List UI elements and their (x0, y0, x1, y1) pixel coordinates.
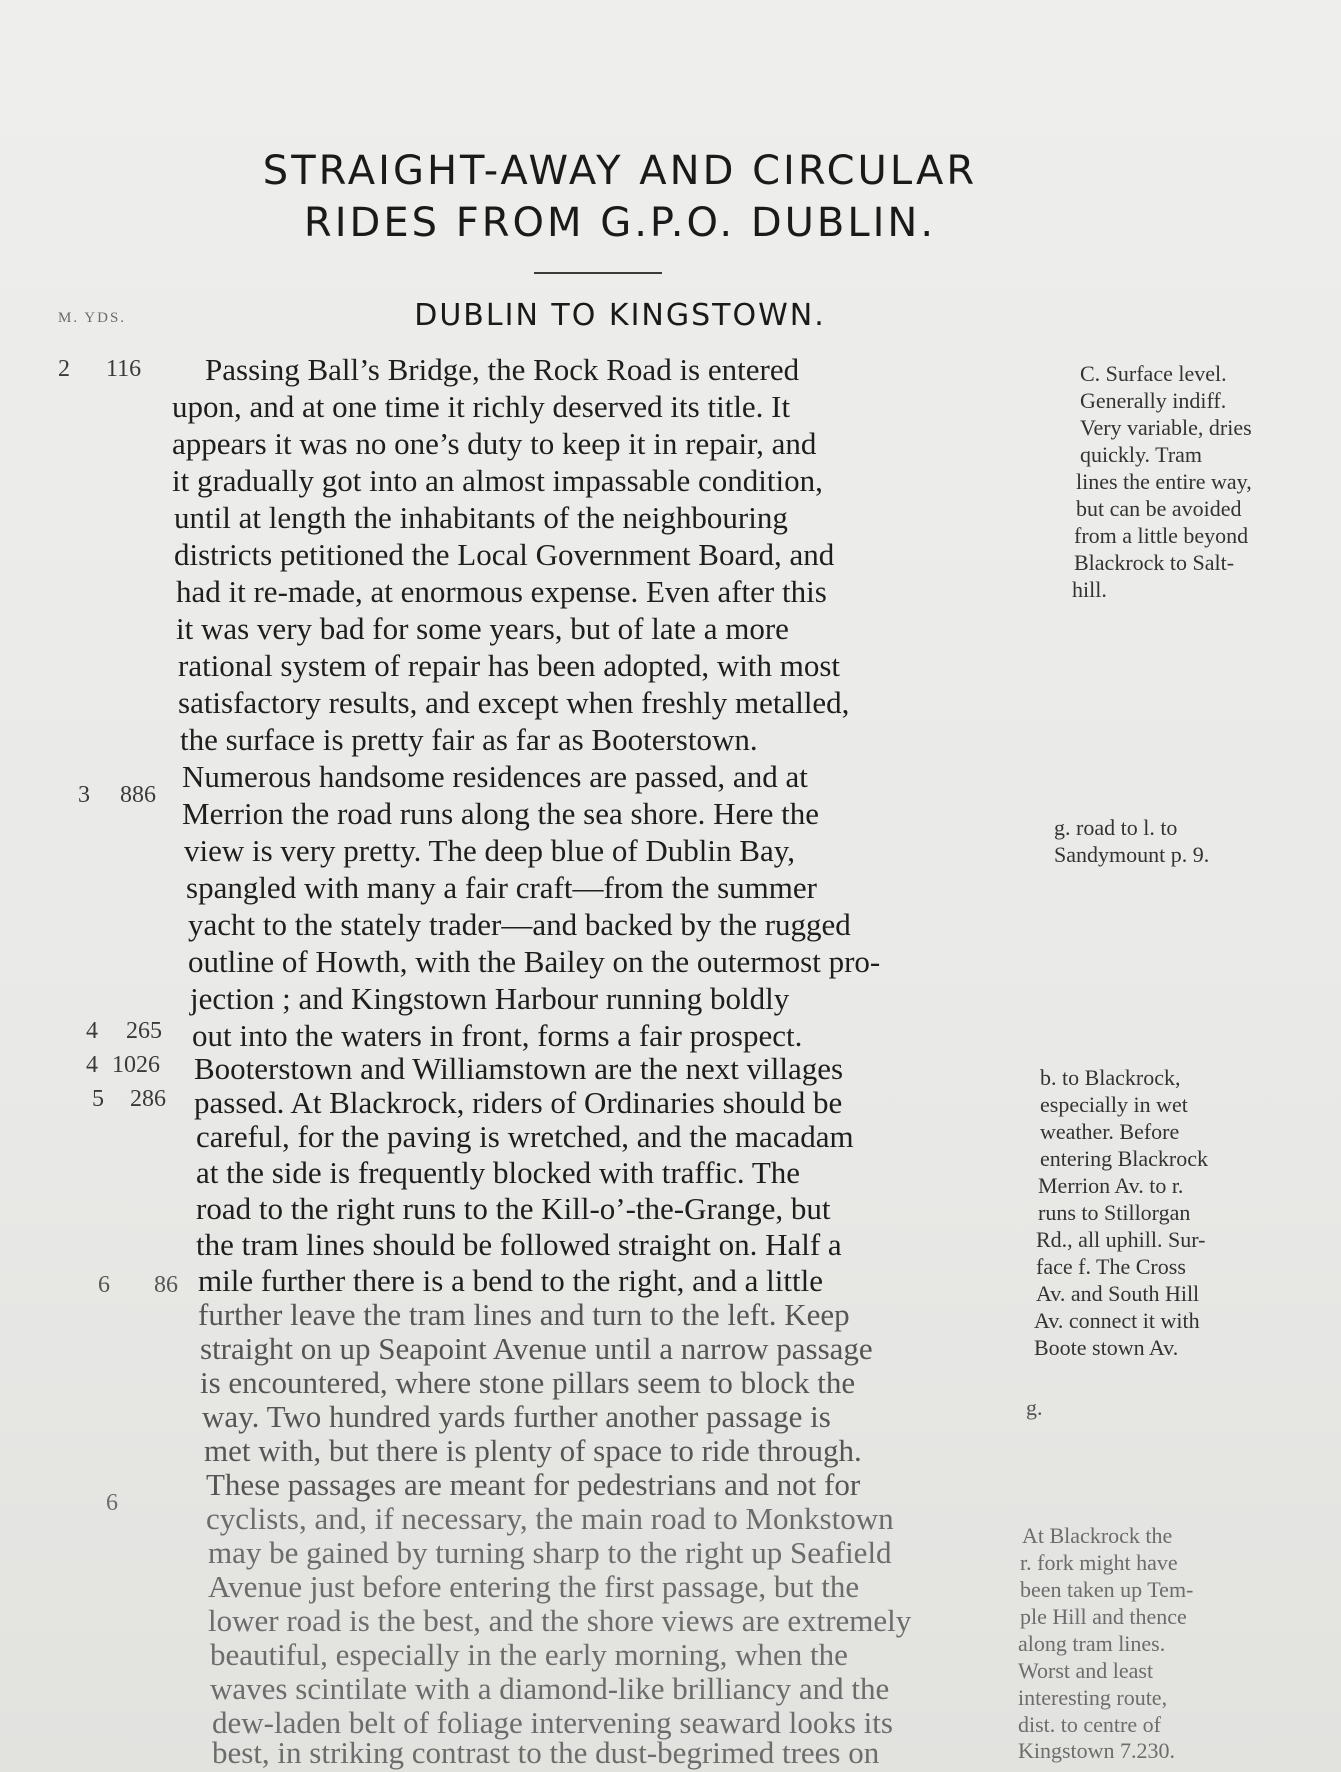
text-line: yacht to the stately trader—and backed by the rugged (188, 907, 851, 942)
side-note-line: Av. and South Hill (1036, 1281, 1200, 1306)
page-title-line-2: RIDES FROM G.P.O. DUBLIN. (303, 200, 937, 246)
side-note-line: especially in wet (1040, 1092, 1188, 1117)
side-note-line: hill. (1072, 577, 1107, 602)
text-line: met with, but there is plenty of space to ride through. (204, 1433, 862, 1468)
text-line: had it re-made, at enormous expense. Even after this (176, 574, 827, 609)
text-line: straight on up Seapoint Avenue until a narrow passage (200, 1331, 873, 1366)
text-line: rational system of repair has been adopted, with most (178, 648, 841, 683)
text-line: out into the waters in front, forms a fair prospect. (192, 1018, 803, 1053)
text-line: upon, and at one time it richly deserved its title. It (172, 389, 791, 424)
text-line: Booterstown and Williamstown are the next villages (194, 1051, 844, 1086)
text-line: view is very pretty. The deep blue of Dublin Bay, (184, 833, 795, 868)
side-note-line: r. fork might have (1020, 1550, 1178, 1575)
title-divider (534, 272, 662, 274)
side-note-line: but can be avoided (1076, 496, 1242, 521)
text-line: These passages are meant for pedestrians and not for (206, 1467, 861, 1502)
side-note-line: g. road to l. to (1054, 815, 1178, 840)
text-line: cyclists, and, if necessary, the main road to Monkstown (206, 1501, 894, 1536)
side-note-line: g. (1026, 1395, 1043, 1420)
text-line: careful, for the paving is wretched, and the macadam (196, 1119, 854, 1154)
side-note-line: lines the entire way, (1076, 469, 1252, 494)
side-note-line: Merrion Av. to r. (1038, 1173, 1184, 1198)
text-line: districts petitioned the Local Government Board, and (174, 537, 835, 572)
text-line: the surface is pretty fair as far as Booterstown. (180, 722, 758, 757)
side-note-line: dist. to centre of (1018, 1712, 1161, 1737)
mileage-yards: 86 (154, 1272, 178, 1298)
mileage-miles: 6 (98, 1272, 110, 1298)
side-note-line: entering Blackrock (1040, 1146, 1208, 1171)
side-note-line: Boote stown Av. (1034, 1335, 1179, 1360)
mileage-miles: 2 (58, 356, 70, 382)
text-line: Numerous handsome residences are passed, and at (182, 759, 808, 794)
page-title-line-1: STRAIGHT-AWAY AND CIRCULAR (262, 148, 978, 194)
side-note-line: quickly. Tram (1080, 442, 1203, 467)
text-line: is encountered, where stone pillars seem to block the (200, 1365, 856, 1400)
side-note-line: face f. The Cross (1036, 1254, 1186, 1279)
mileage-miles: 5 (92, 1086, 104, 1112)
side-note-line: Very variable, dries (1080, 415, 1252, 440)
text-line: appears it was no one’s duty to keep it in repair, and (172, 426, 817, 461)
text-line: the tram lines should be followed straight on. Half a (196, 1227, 842, 1262)
text-line: may be gained by turning sharp to the right up Seafield (208, 1535, 892, 1570)
text-line: best, in striking contrast to the dust-begrimed trees on (212, 1735, 880, 1770)
mileage-miles: 4 (86, 1052, 98, 1078)
text-line: until at length the inhabitants of the neighbouring (174, 500, 788, 535)
text-line: beautiful, especially in the early morning, when the (210, 1637, 848, 1672)
text-line: satisfactory results, and except when freshly metalled, (178, 685, 850, 720)
side-note-line: interesting route, (1018, 1685, 1168, 1710)
mileage-miles: 6 (106, 1490, 118, 1516)
mileage-miles: 3 (78, 782, 90, 808)
text-line: waves scintilate with a diamond-like brilliancy and the (210, 1671, 890, 1706)
mileage-miles: 4 (86, 1018, 98, 1044)
side-note-line: Av. connect it with (1034, 1308, 1200, 1333)
text-line: road to the right runs to the Kill-o’-the-Grange, but (196, 1191, 831, 1226)
text-line: Merrion the road runs along the sea shore. Here the (182, 796, 819, 831)
mileage-yards: 265 (126, 1018, 162, 1044)
text-line: spangled with many a fair craft—from the summer (186, 870, 817, 905)
side-note-line: Sandymount p. 9. (1054, 842, 1210, 867)
side-note-line: from a little beyond (1074, 523, 1249, 548)
text-line: outline of Howth, with the Bailey on the outermost pro- (188, 944, 881, 979)
side-note-line: along tram lines. (1018, 1631, 1166, 1656)
mileage-yards: 286 (130, 1086, 166, 1112)
side-note-line: Kingstown 7.230. (1018, 1738, 1176, 1763)
side-note-line: b. to Blackrock, (1040, 1065, 1181, 1090)
text-line: dew-laden belt of foliage intervening seaward looks its (212, 1705, 893, 1740)
mileage-column-header: M. YDS. (58, 310, 127, 326)
text-line: further leave the tram lines and turn to the left. Keep (198, 1297, 850, 1332)
side-note-line: Worst and least (1018, 1658, 1154, 1683)
text-line: Avenue just before entering the first passage, but the (208, 1569, 860, 1604)
text-line: mile further there is a bend to the right, and a little (198, 1263, 823, 1298)
side-note-line: runs to Stillorgan (1038, 1200, 1191, 1225)
mileage-yards: 1026 (112, 1052, 160, 1078)
side-note-line: At Blackrock the (1022, 1523, 1173, 1548)
side-note-line: ple Hill and thence (1020, 1604, 1187, 1629)
text-line: way. Two hundred yards further another passage is (202, 1399, 831, 1434)
text-line: jection ; and Kingstown Harbour running boldly (190, 981, 790, 1016)
section-title: DUBLIN TO KINGSTOWN. (414, 298, 826, 333)
text-line: at the side is frequently blocked with traffic. The (196, 1155, 801, 1190)
text-line: it gradually got into an almost impassable condition, (172, 463, 823, 498)
text-line: it was very bad for some years, but of late a more (176, 611, 789, 646)
side-note-line: Rd., all uphill. Sur- (1036, 1227, 1206, 1252)
side-note-line: been taken up Tem- (1020, 1577, 1194, 1602)
side-note-line: weather. Before (1040, 1119, 1180, 1144)
text-line: lower road is the best, and the shore views are extremely (208, 1603, 912, 1638)
text-line: Passing Ball’s Bridge, the Rock Road is entered (205, 352, 800, 387)
side-note-line: Generally indiff. (1080, 388, 1227, 413)
mileage-yards: 116 (106, 356, 142, 382)
text-line: passed. At Blackrock, riders of Ordinaries should be (194, 1085, 843, 1120)
side-note-line: Blackrock to Salt- (1074, 550, 1235, 575)
side-note-line: C. Surface level. (1080, 361, 1227, 386)
mileage-yards: 886 (120, 782, 156, 808)
